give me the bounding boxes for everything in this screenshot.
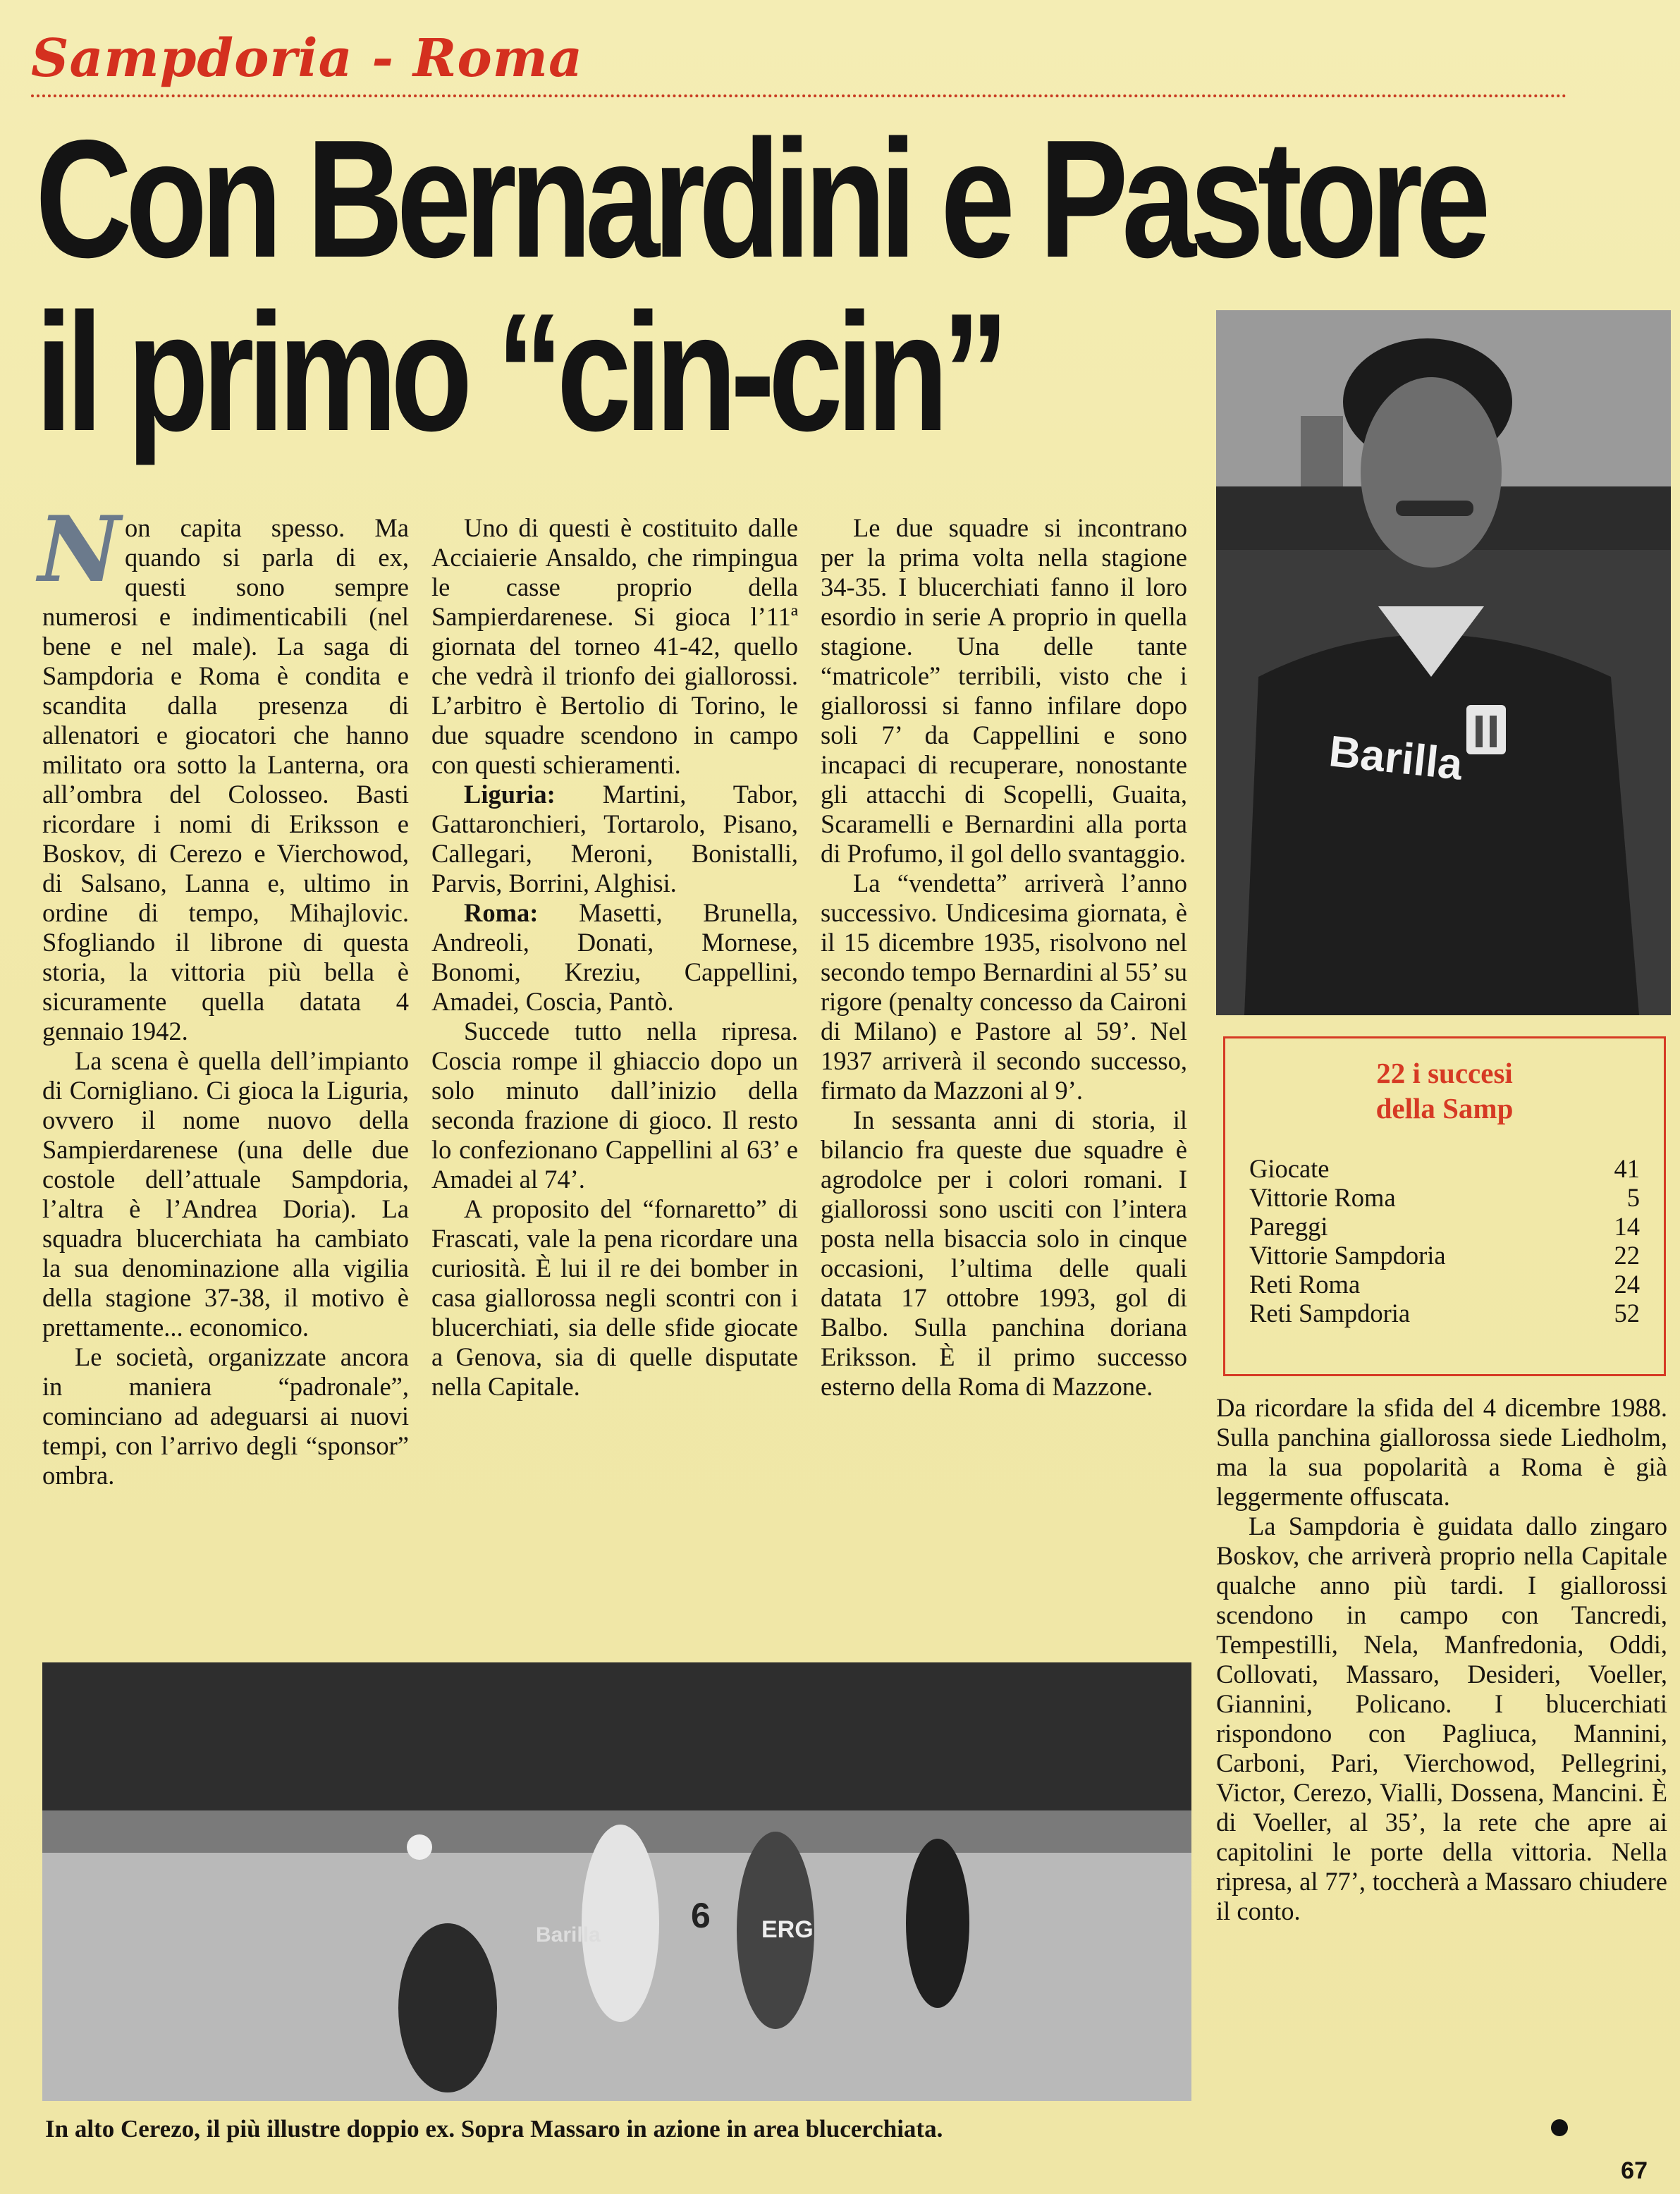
stats-title: 22 i succesi della Samp [1375, 1057, 1514, 1124]
paragraph: Le due squadre si incontrano per la prima volta nella stagione 34-35. I blucerchiati fanno il loro esordio in serie A proprio in quella stagione. Una delle tante “matricole” terribili, visto che i giallorossi si fanno infilare dopo soli 7’ da Cappellini e sono incapaci di recuperare, nonostante gli attacchi di Scopelli, Guaita, Scaramelli e Bernardini alla porta di Profumo, il gol dello svantaggio. [821, 513, 1187, 868]
portrait-illustration [1216, 310, 1671, 1015]
shirt-sponsor-text: Barilla [536, 1923, 601, 1947]
stats-box [1223, 1036, 1666, 1376]
paragraph: Uno di questi è costituito dalle Acciaierie Ansaldo, che rimpingua le casse proprio della Sampierdarenese. Si gioca l’11ª giornata del torneo 41-42, quello che vedrà il trionfo dei giallorossi. L’arbitro è Bertolio di Torino, le due squadre scendono in campo con questi schieramenti. [431, 513, 798, 779]
section-kicker: Sampdoria - Roma [31, 28, 583, 89]
paragraph: Le società, organizzate ancora in maniera “padronale”, cominciano ad adeguarsi ai nuovi tempi, con l’arrivo degli “sponsor” ombra. [42, 1342, 409, 1490]
lineup-liguria: Liguria: Martini, Tabor, Gattaronchieri, Tortarolo, Pisano, Callegari, Meroni, Bonistalli, Parvis, Borrini, Alghisi. [431, 780, 798, 897]
stat-row: Vittorie Sampdoria 22 [1249, 1241, 1640, 1270]
article-column-4 [1216, 1393, 1667, 1926]
lineup-label: Roma: [464, 898, 539, 927]
shirt-sponsor-text: Barilla [1326, 727, 1465, 790]
paragraph: La scena è quella dell’impianto di Cornigliano. Ci gioca la Liguria, ovvero il nome nuovo della Sampierdarenese (una delle due costole dell’attuale Sampdoria, l’altra è l’Andrea Doria). La squadra blucerchiata ha cambiato la sua denominazione alla vigilia della stagione 37-38, il motivo è prettamente... economico. [42, 1046, 409, 1342]
photo-caption: In alto Cerezo, il più illustre doppio ex. Sopra Massaro in azione in area blucerchiata. [45, 2115, 943, 2143]
dotted-rule [31, 94, 1567, 97]
article-column-3 [821, 513, 1187, 1402]
paragraph: La Sampdoria è guidata dallo zingaro Boskov, che arriverà proprio nella Capitale qualche anno più tardi. I giallorossi scendono in campo con Tancredi, Tempestilli, Nela, Manfredonia, Oddi, Collovati, Massaro, Desideri, Voeller, Giannini, Policano. I blucerchiati rispondono con Pagliuca, Mannini, Carboni, Pari, Vierchowod, Pellegrini, Victor, Cerezo, Vialli, Dossena, Mancini. È di Voeller, al 35’, la rete che apre ai capitolini le porte della vittoria. Nella ripresa, al 77’, toccherà a Massaro chiudere il conto. [1216, 1512, 1667, 1925]
paragraph: A proposito del “fornaretto” di Frascati, vale la pena ricordare una curiosità. È lui il re dei bomber in casa giallorossa negli scontri con i blucerchiati, sia delle sfide giocate a Genova, sia di quelle disputate nella Capitale. [431, 1194, 798, 1401]
paragraph: Non capita spesso. Ma quando si parla di ex, questi sono sempre numerosi e indimenticabili (nel bene e nel male). La saga di Sampdoria e Roma è condita e scandita dalla presenza di allenatori e giocatori che hanno militato ora sotto la Lanterna, ora all’ombra del Colosseo. Basti ricordare i nomi di Eriksson e Boskov, di Cerezo e Vierchowod, di Salsano, Lanna e, ultimo in ordine di tempo, Mihajlovic. Sfogliando il librone di questa storia, la vittoria più bella è sicuramente quella datata 4 gennaio 1942. [38, 497, 409, 1046]
lineup-label: Liguria: [464, 780, 556, 809]
action-photo-massaro [42, 1662, 1191, 2101]
stat-row: Pareggi 14 [1249, 1212, 1640, 1241]
portrait-photo-cerezo [1216, 310, 1671, 1015]
stat-row: Vittorie Roma 5 [1249, 1183, 1640, 1212]
page-number: 67 [1621, 2157, 1648, 2184]
paragraph: Da ricordare la sfida del 4 dicembre 1988. Sulla panchina giallorossa siede Liedholm, ma la sua popolarità a Roma è già leggermente offuscata. [1216, 1393, 1667, 1511]
shirt-sponsor-text: ERG [761, 1916, 814, 1943]
action-illustration [42, 1662, 1191, 2101]
stat-row: Reti Sampdoria 52 [1249, 1299, 1640, 1328]
end-mark-dot [1551, 2119, 1568, 2136]
drop-cap: N [38, 497, 121, 603]
headline-line-1: Con Bernardini e Pastore [35, 106, 1484, 293]
article-column-1 [38, 497, 409, 1490]
paragraph: Succede tutto nella ripresa. Coscia rompe il ghiaccio dopo un solo minuto dall’inizio della seconda frazione di gioco. Il resto lo confezionano Cappellini al 63’ e Amadei al 74’. [431, 1017, 798, 1194]
shirt-number: 6 [691, 1896, 711, 1935]
paragraph: La “vendetta” arriverà l’anno successivo. Undicesima giornata, è il 15 dicembre 1935, risolvono nel secondo tempo Bernardini al 55’ su rigore (penalty concesso da Caironi di Milano) e Pastore al 59’. Nel 1937 arriverà il secondo successo, firmato da Mazzoni al 9’. [821, 869, 1187, 1105]
stat-row: Giocate 41 [1249, 1154, 1640, 1183]
headline-line-2: il primo “cin-cin” [35, 279, 1003, 466]
lineup-roma: Roma: Masetti, Brunella, Andreoli, Donati, Mornese, Bonomi, Kreziu, Cappellini, Amadei, Coscia, Pantò. [431, 898, 798, 1016]
article-column-2 [431, 513, 798, 1402]
stat-row: Reti Roma 24 [1249, 1270, 1640, 1299]
paragraph: In sessanta anni di storia, il bilancio fra queste due squadre è agrodolce per i colori romani. I giallorossi sono usciti con l’intera posta nella bisaccia solo in cinque occasioni, l’ultima delle quali datata 17 ottobre 1993, gol di Balbo. Sulla panchina doriana Eriksson. È il primo successo esterno della Roma di Mazzone. [821, 1105, 1187, 1401]
headline [35, 106, 1484, 466]
